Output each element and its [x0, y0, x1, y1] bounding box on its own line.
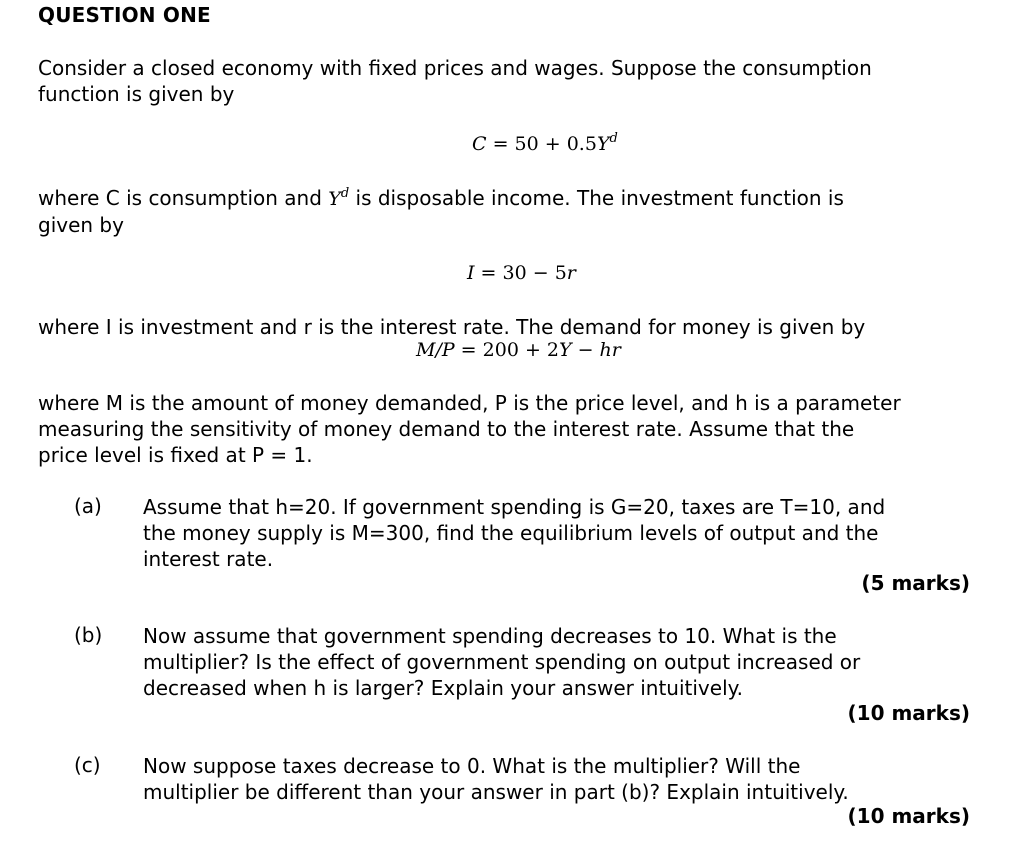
consumption-eq-lhs: C [472, 133, 487, 155]
money-eq-var-y: Y [559, 339, 572, 361]
question-title: QUESTION ONE [38, 3, 211, 27]
part-b-marks: (10 marks) [847, 701, 970, 725]
money-eq-var-hr: hr [599, 339, 621, 361]
money-eq-mid: = 200 + 2 [454, 339, 559, 361]
investment-eq-lhs: I [467, 262, 475, 284]
money-eq-lhs: M/P [416, 339, 455, 361]
part-c-line-2: multiplier be different than your answer in part (b)? Explain intuitively. [143, 780, 849, 804]
investment-eq-mid: = 30 − 5 [474, 262, 567, 284]
consumption-equation [472, 133, 618, 155]
consumption-description [38, 185, 844, 238]
part-a-line-3: interest rate. [143, 547, 274, 571]
part-a-text [143, 494, 885, 572]
part-b-text [143, 623, 860, 701]
part-c-text [143, 753, 849, 805]
investment-description: where I is investment and r is the interest rate. The demand for money is given by [38, 315, 866, 339]
consumption-desc-post: is disposable income. The investment function is [349, 186, 844, 210]
part-b-line-3: decreased when h is larger? Explain your answer intuitively. [143, 676, 743, 700]
part-c-marks: (10 marks) [847, 804, 970, 828]
consumption-eq-const: = 50 + 0.5 [486, 133, 597, 155]
consumption-desc-line-1 [38, 185, 844, 212]
consumption-eq-var: Y [596, 133, 610, 155]
disposable-income-var: $Y^d$ [328, 186, 350, 210]
part-b-label: (b) [74, 623, 103, 647]
money-description [38, 390, 901, 468]
part-a-marks: (5 marks) [861, 571, 970, 595]
money-desc-line-2: measuring the sensitivity of money demand to the interest rate. Assume that the [38, 417, 855, 441]
investment-eq-var: r [566, 262, 576, 284]
intro-line-2: function is given by [38, 82, 235, 106]
intro-paragraph [38, 55, 872, 107]
money-desc-line-3: price level is fixed at P = 1. [38, 443, 313, 467]
part-a-line-2: the money supply is M=300, find the equilibrium levels of output and the [143, 521, 879, 545]
part-b-line-2: multiplier? Is the effect of government spending on output increased or [143, 650, 861, 674]
investment-equation [467, 262, 576, 284]
money-desc-line-1: where M is the amount of money demanded, P is the price level, and h is a parameter [38, 391, 901, 415]
money-demand-equation [416, 339, 621, 361]
part-c-label: (c) [74, 753, 101, 777]
part-a-label: (a) [74, 494, 102, 518]
consumption-desc-line-2: given by [38, 213, 124, 237]
money-eq-minus: − [571, 339, 600, 361]
consumption-desc-pre: where C is consumption and [38, 186, 329, 210]
intro-line-1: Consider a closed economy with fixed prices and wages. Suppose the consumption [38, 56, 872, 80]
consumption-eq-sup: d [609, 131, 618, 146]
part-b-line-1: Now assume that government spending decreases to 10. What is the [143, 624, 837, 648]
part-a-line-1: Assume that h=20. If government spending is G=20, taxes are T=10, and [143, 495, 886, 519]
part-c-line-1: Now suppose taxes decrease to 0. What is the multiplier? Will the [143, 754, 801, 778]
